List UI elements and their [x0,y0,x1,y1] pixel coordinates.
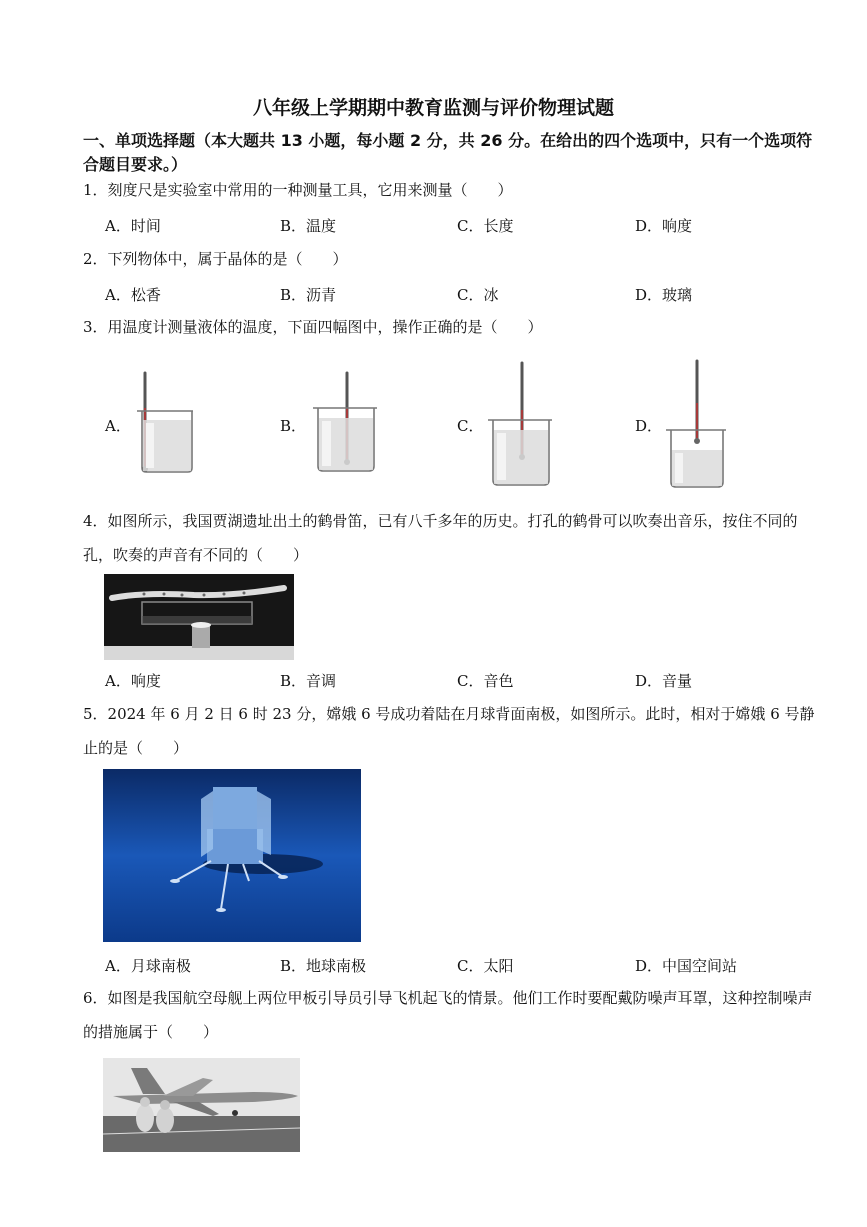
q5-option-a: A．月球南极 [105,957,191,975]
q3-option-d: D． [635,417,663,435]
question-1-stem: 1．刻度尺是实验室中常用的一种测量工具，它用来测量（ ） [83,181,513,199]
q1-option-d: D．响度 [635,217,693,235]
q2-option-b: B．沥青 [280,286,337,304]
bone-flute-photo [104,574,294,660]
q3-option-c: C． [457,417,484,435]
question-2-stem: 2．下列物体中，属于晶体的是（ ） [83,250,348,268]
q5-option-d: D．中国空间站 [635,957,738,975]
q4-option-c: C．音色 [457,672,514,690]
question-6-stem: 6．如图是我国航空母舰上两位甲板引导员引导飞机起飞的情景。他们工作时要配戴防噪声耳罩，这种控制噪声的措施属于（ ） [83,989,813,1041]
question-3-stem: 3．用温度计测量液体的温度，下面四幅图中，操作正确的是（ ） [83,318,543,336]
beaker-thermometer-figure-a [134,368,198,478]
aircraft-carrier-photo [103,1058,300,1152]
q3-option-b: B． [280,417,307,435]
section-heading: 一、单项选择题（本大题共 13 小题，每小题 2 分，共 26 分。在给出的四个选项中，只有一个选项符合题目要求。） [83,131,813,174]
q2-option-a: A．松香 [105,286,161,304]
q5-option-c: C．太阳 [457,957,514,975]
page-title: 八年级上学期期中教育监测与评价物理试题 [252,97,614,119]
beaker-thermometer-figure-d [664,358,730,490]
lunar-lander-photo [103,769,361,942]
q4-option-b: B．音调 [280,672,337,690]
beaker-thermometer-figure-b [311,368,381,478]
q3-option-a: A． [105,417,131,435]
question-4-stem: 4．如图所示，我国贾湖遗址出土的鹤骨笛，已有八千多年的历史。打孔的鹤骨可以吹奏出音乐，按住不同的孔，吹奏的声音有不同的（ ） [83,512,798,564]
q4-option-d: D．音量 [635,672,693,690]
q1-option-c: C．长度 [457,217,514,235]
q1-option-a: A．时间 [105,217,161,235]
beaker-thermometer-figure-c [486,360,556,490]
q5-option-b: B．地球南极 [280,957,367,975]
q2-option-c: C．冰 [457,286,499,304]
q4-option-a: A．响度 [105,672,161,690]
question-5-stem: 5．2024 年 6 月 2 日 6 时 23 分，嫦娥 6 号成功着陆在月球背面南极，如图所示。此时，相对于嫦娥 6 号静止的是（ ） [83,705,815,757]
q2-option-d: D．玻璃 [635,286,693,304]
q1-option-b: B．温度 [280,217,337,235]
